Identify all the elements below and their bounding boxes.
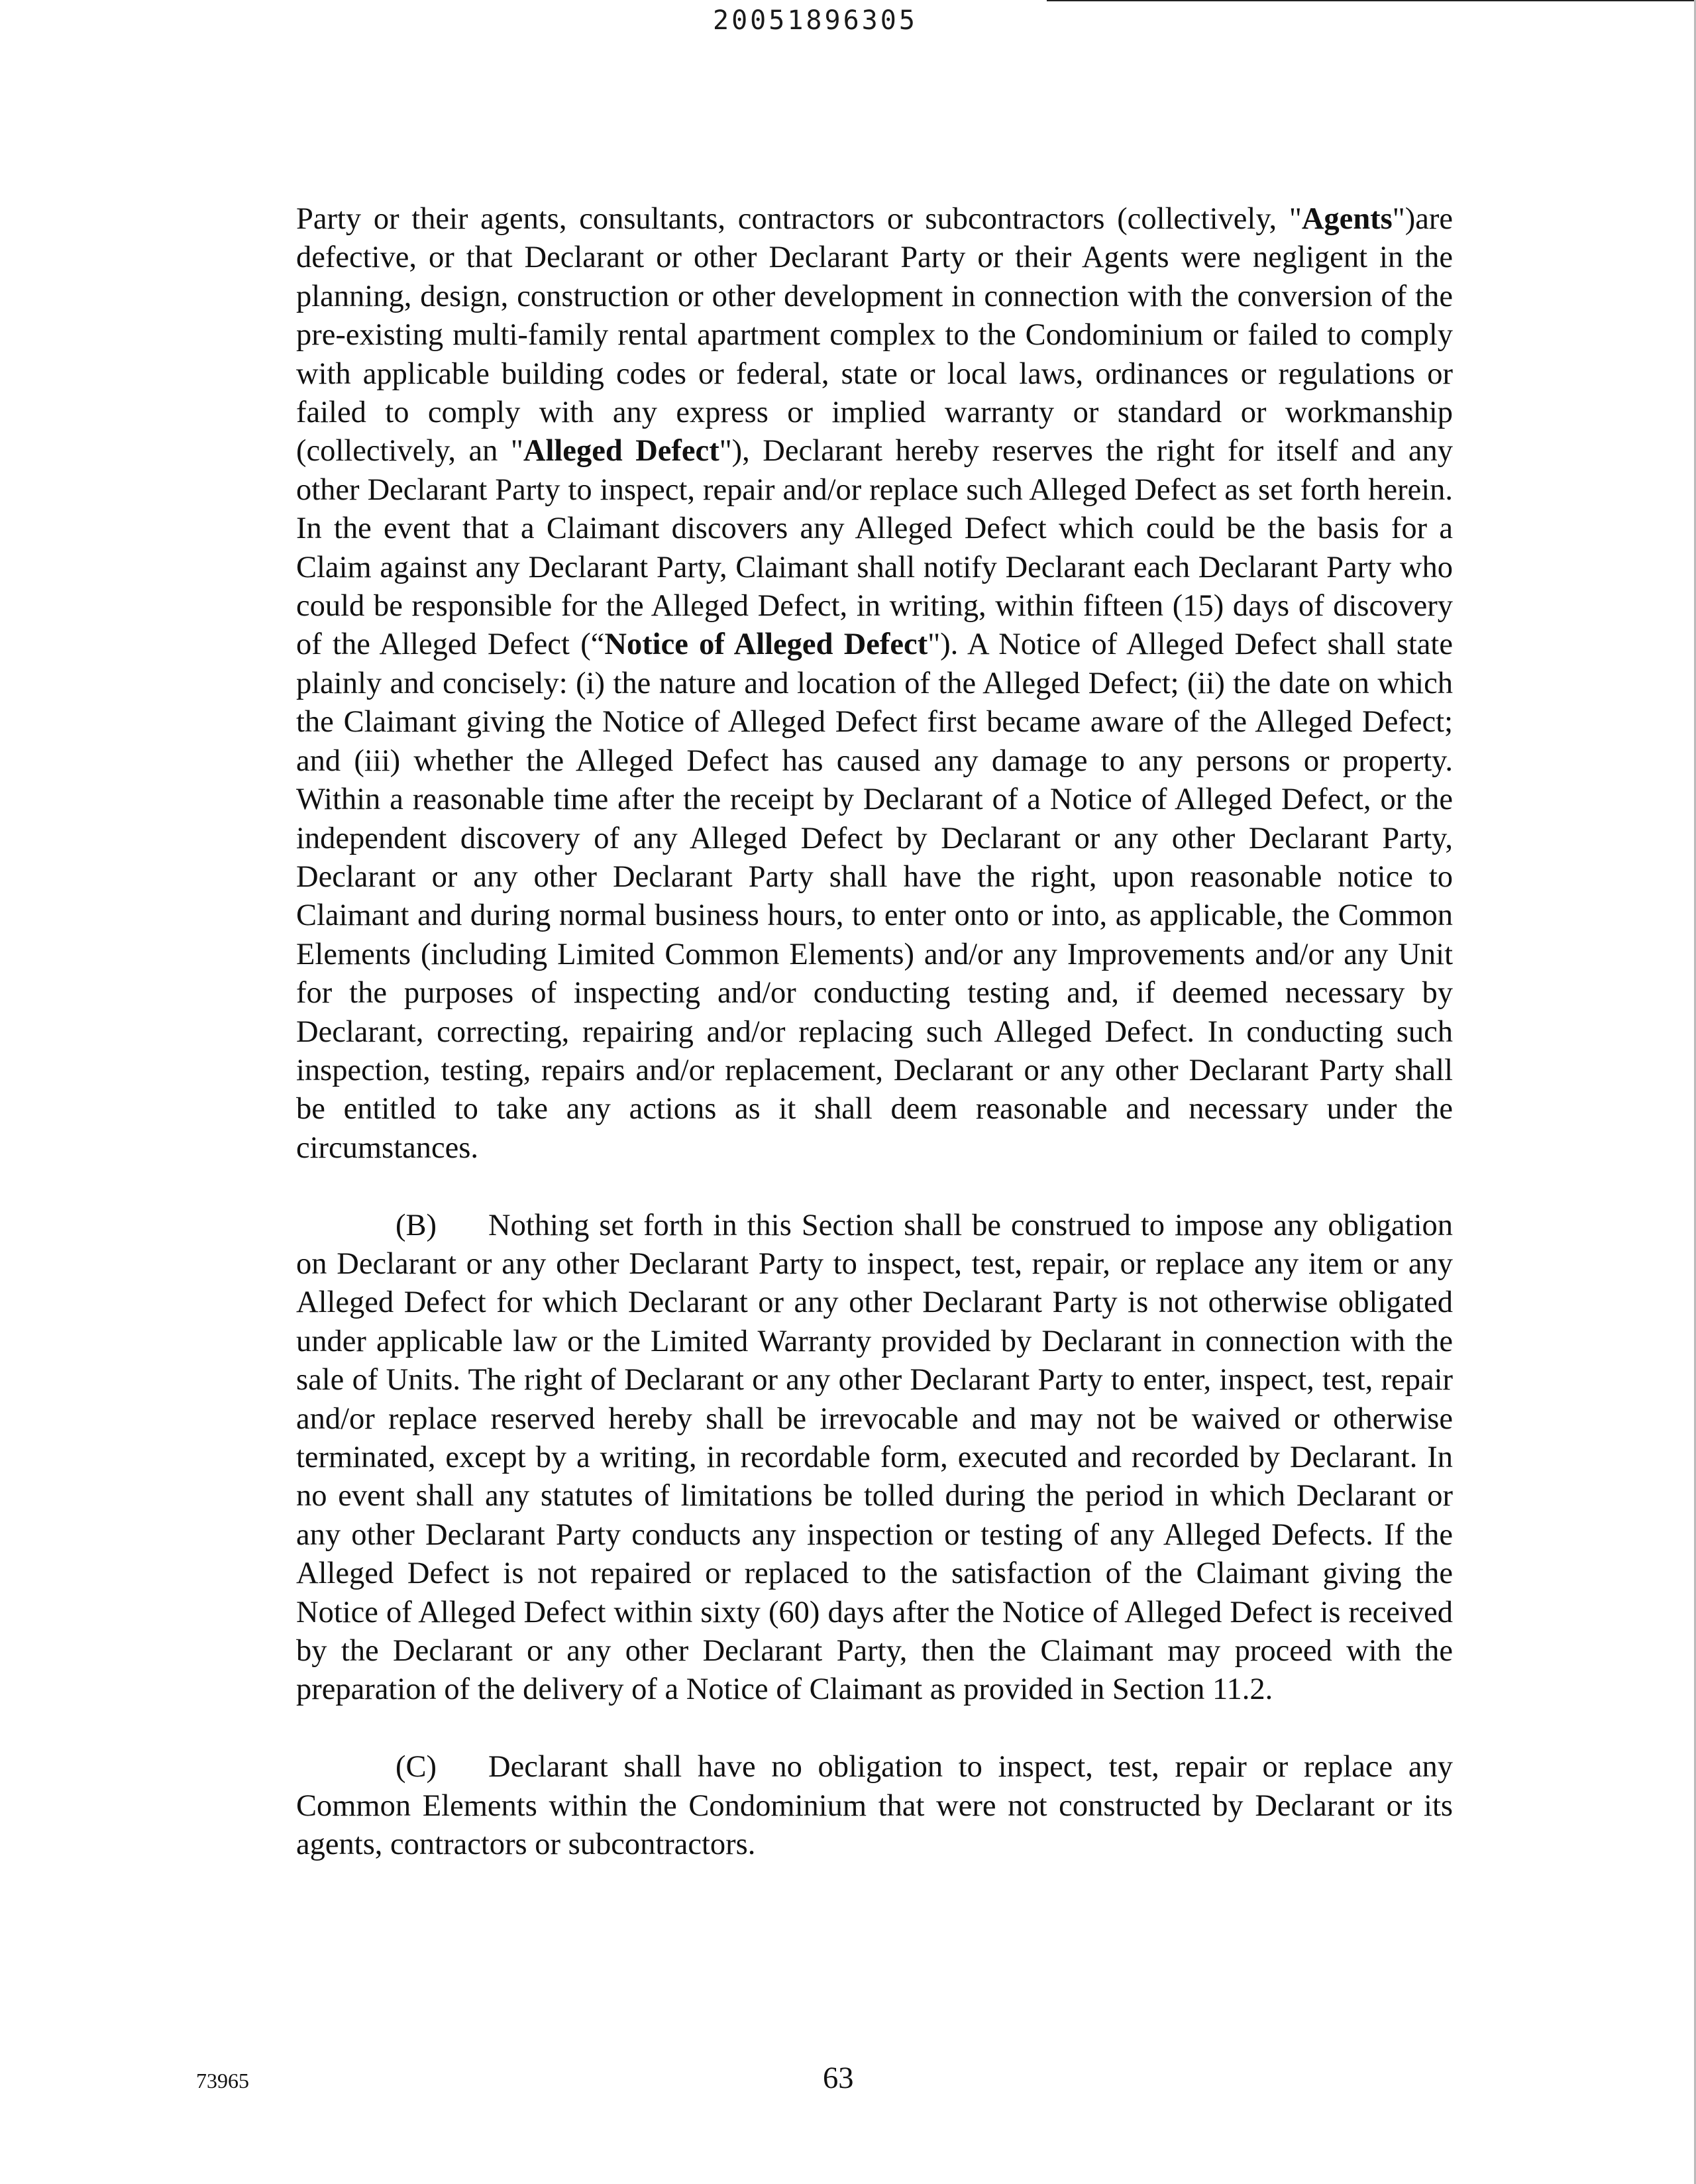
top-rule: [1047, 0, 1696, 1]
paragraph-b: [296, 1207, 1453, 1710]
paragraph-c-text: Declarant shall have no obligation to inspect, test, repair or replace any Common Elements within the Condominium that were not constructed by Declarant or its agents, contractors or subcontractors.: [296, 1750, 1453, 1862]
term-agents: Agents: [1301, 202, 1393, 236]
term-notice-of-alleged-defect: Notice of Alleged Defect: [604, 628, 928, 662]
page-number: 63: [823, 2061, 854, 2095]
para-a-text-1: Party or their agents, consultants, contractors or subcontractors (collectively, ": [296, 202, 1302, 236]
para-a-text-3: "), Declarant hereby reserves the right for itself and any other Declarant Party to inspect, repair and/or replace such Alleged Defect as set forth herein. In the event that a Claimant discovers any Alleged Defect which could be the basis for a Claim against any Declarant Party, Claimant shall notify Declarant each Declarant Party who could be responsible for the Alleged Defect, in writing, within fifteen (15) days of discovery of the Alleged Defect (“: [296, 434, 1454, 662]
paragraph-b-text: Nothing set forth in this Section shall be construed to impose any obligation on Declarant or any other Declarant Party to inspect, test, repair, or replace any item or any Alleged Defect for which Declarant or any other Declarant Party is not otherwise obligated under applicable law or the Limited Warranty provided by Declarant in connection with the sale of Units. The right of Declarant or any other Declarant Party to enter, inspect, test, repair and/or replace reserved hereby shall be irrevocable and may not be waived or otherwise terminated, except by a writing, in recordable form, executed and recorded by Declarant. In no event shall any statutes of limitations be tolled during the period in which Declarant or any other Declarant Party conducts any inspection or testing of any Alleged Defects. If the Alleged Defect is not repaired or replaced to the satisfaction of the Claimant giving the Notice of Alleged Defect within sixty (60) days after the Notice of Alleged Defect is received by the Declarant or any other Declarant Party, then the Claimant may proceed with the preparation of the delivery of a Notice of Claimant as provided in Section 11.2.: [296, 1208, 1453, 1707]
paragraph-b-marker: (B): [396, 1208, 437, 1242]
paragraph-c-marker: (C): [396, 1750, 437, 1784]
footer-document-id: 73965: [196, 2069, 249, 2093]
document-body: [296, 200, 1453, 1903]
paragraph-c: [296, 1748, 1453, 1864]
document-number: 20051896305: [713, 5, 918, 36]
para-a-text-4: "). A Notice of Alleged Defect shall state plainly and concisely: (i) the nature and location of the Alleged Defect; (ii) the date on which the Claimant giving the Notice of Alleged Defect first became aware of the Alleged Defect; and (iii) whether the Alleged Defect has caused any damage to any persons or property. Within a reasonable time after the receipt by Declarant of a Notice of Alleged Defect, or the independent discovery of any Alleged Defect by Declarant or any other Declarant Party, Declarant or any other Declarant Party shall have the right, upon reasonable notice to Claimant and during normal business hours, to enter onto or into, as applicable, the Common Elements (including Limited Common Elements) and/or any Improvements and/or any Unit for the purposes of inspecting and/or conducting testing and, if deemed necessary by Declarant, correcting, repairing and/or replacing such Alleged Defect. In conducting such inspection, testing, repairs and/or replacement, Declarant or any other Declarant Party shall be entitled to take any actions as it shall deem reasonable and necessary under the circumstances.: [296, 628, 1453, 1165]
paragraph-a-continued: [296, 200, 1453, 1168]
term-alleged-defect: Alleged Defect: [523, 434, 719, 468]
para-a-text-2: ")are defective, or that Declarant or other Declarant Party or their Agents were negligent in the planning, design, construction or other development in connection with the conversion of the pre-existing multi-family rental apartment complex to the Condominium or failed to comply with applicable building codes or federal, state or local laws, ordinances or regulations or failed to comply with any express or implied warranty or standard or workmanship (collectively, an ": [296, 202, 1453, 468]
